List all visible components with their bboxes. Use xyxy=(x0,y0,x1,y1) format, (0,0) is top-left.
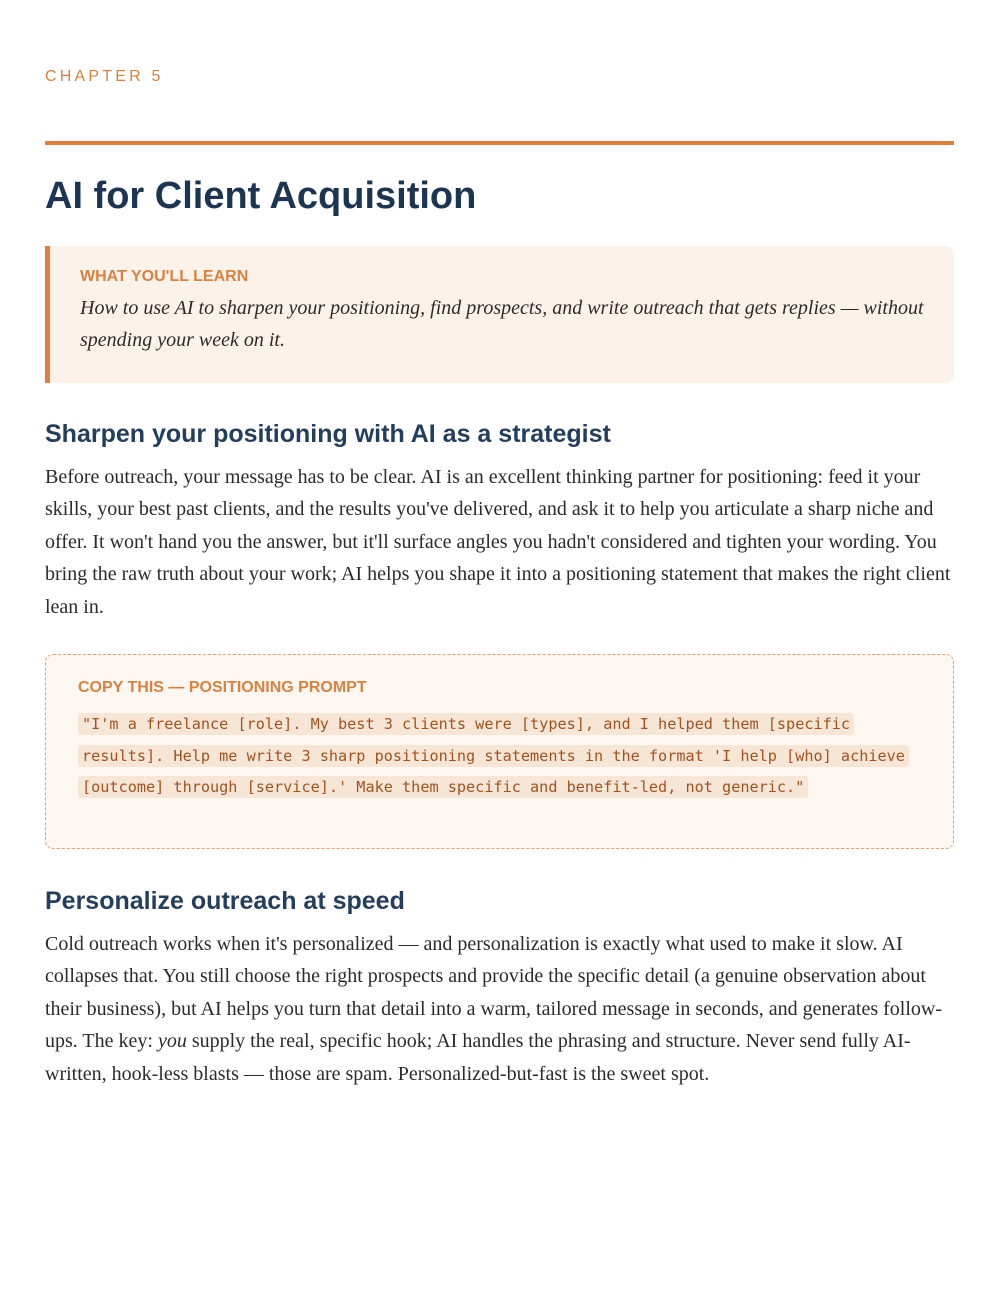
chapter-divider xyxy=(45,141,954,145)
prompt-code-text[interactable]: "I'm a freelance [role]. My best 3 clients were [types], and I helped them [specific results]. Help me write 3 sharp positioning statements in the format 'I help [who] achieve [outcome] through [service].' Make them specific and benefit-led, not generic." xyxy=(78,713,909,798)
outreach-text-before: Cold outreach works when it's personalized — and personalization is exactly what used to make it slow. AI collapses that. You still choose the right prospects and provide the specific detail (a genuine observation about their business), but AI helps you turn that detail into a warm, tailored message in seconds, and generates follow-ups. The key: xyxy=(45,933,943,1053)
chapter-label: CHAPTER 5 xyxy=(45,68,164,85)
section-heading-outreach: Personalize outreach at speed xyxy=(45,887,405,915)
learning-callout xyxy=(45,246,954,383)
prompt-code-block[interactable] xyxy=(78,709,921,804)
learning-callout-text: How to use AI to sharpen your positioning, find prospects, and write outreach that gets replies — without spending your week on it. xyxy=(80,297,924,351)
prompt-callout xyxy=(45,654,954,849)
section-body-outreach xyxy=(45,928,954,1090)
section-body-positioning: Before outreach, your message has to be clear. AI is an excellent thinking partner for positioning: feed it your skills, your best past clients, and the results you've delivered, and ask it to help you articulate a sharp niche and offer. It won't hand you the answer, but it'll surface angles you hadn't considered and tighten your wording. You bring the raw truth about your work; AI helps you shape it into a positioning statement that makes the right client lean in. xyxy=(45,466,951,618)
section-heading-positioning: Sharpen your positioning with AI as a strategist xyxy=(45,420,611,448)
learning-callout-label: WHAT YOU'LL LEARN xyxy=(80,268,249,285)
chapter-title: AI for Client Acquisition xyxy=(45,175,477,217)
outreach-text-emphasis: you xyxy=(157,1030,187,1053)
prompt-callout-label: COPY THIS — POSITIONING PROMPT xyxy=(78,679,367,696)
outreach-text-after: supply the real, specific hook; AI handles the phrasing and structure. Never send fully AI-written, hook-less blasts — those are spam. Personalized-but-fast is the sweet spot. xyxy=(45,1030,911,1085)
